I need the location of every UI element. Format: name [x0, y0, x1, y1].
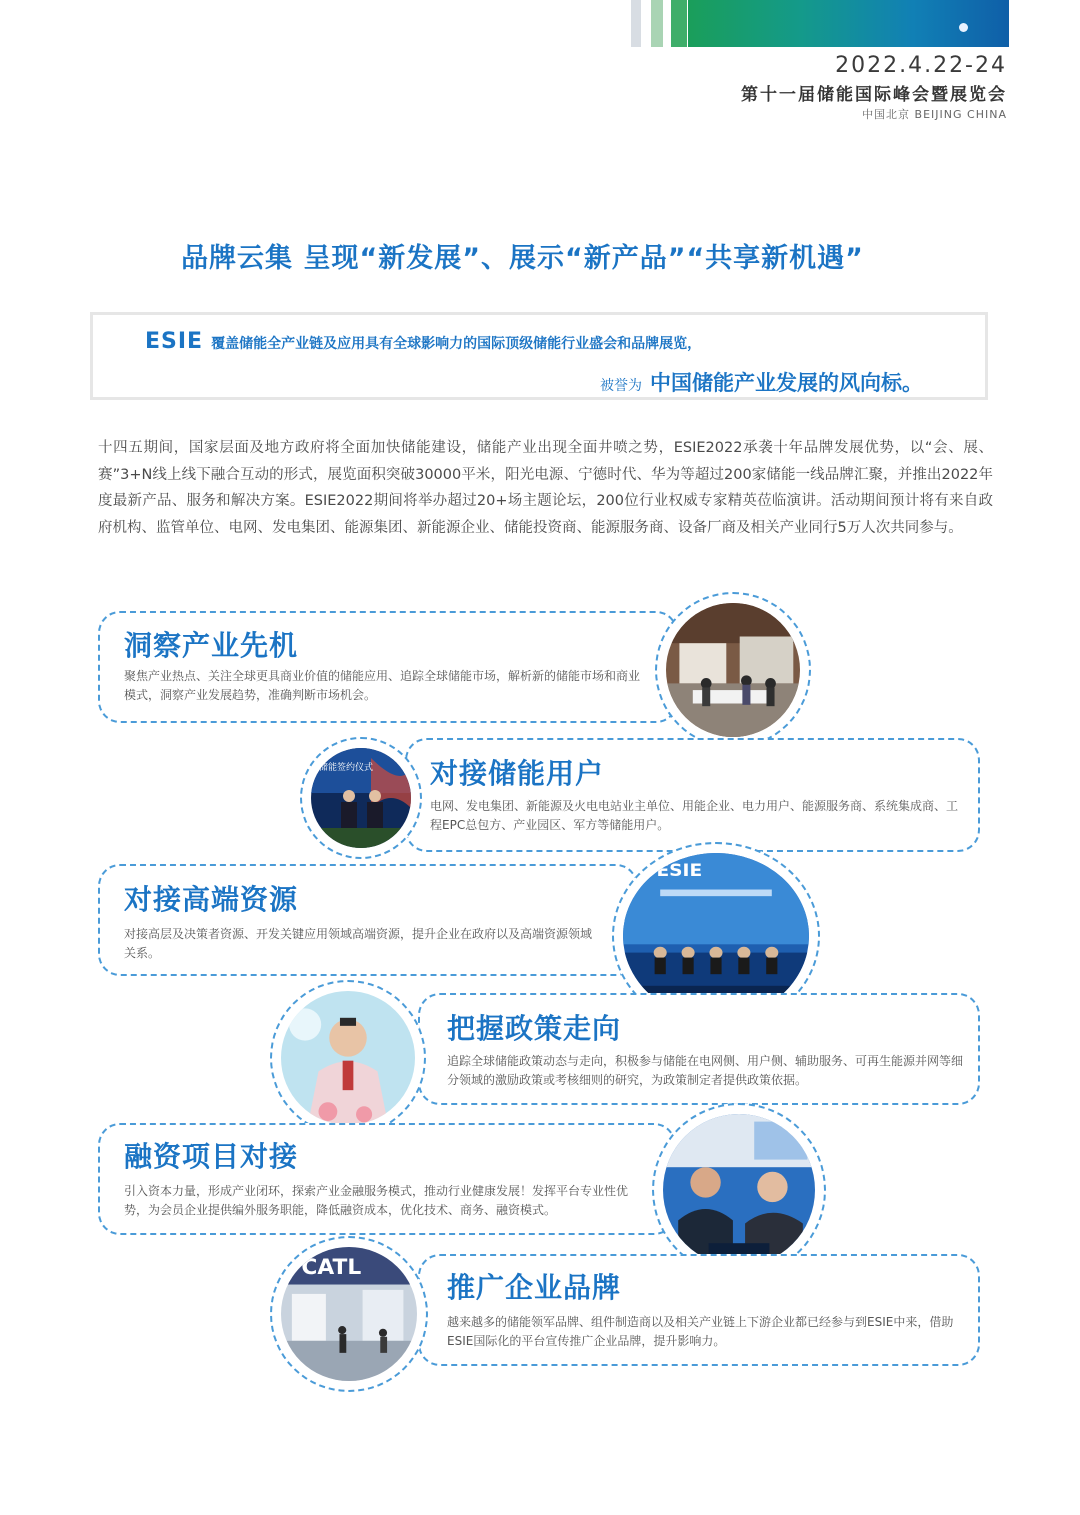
business-meeting-image	[663, 1114, 815, 1266]
event-location: 中国北京 BEIJING CHINA	[862, 108, 1007, 121]
intro-line-2-prefix: 被誉为	[600, 378, 642, 394]
esie-brand-label: ESIE	[145, 329, 204, 354]
feature-photo-policy	[270, 980, 426, 1136]
booth-sign-text: CATL	[301, 1254, 362, 1280]
feature-photo-financing	[652, 1103, 826, 1277]
intro-line-2	[600, 367, 923, 397]
header-dot-icon	[959, 23, 968, 32]
feature-title-resources: 对接高端资源	[124, 883, 299, 916]
header-banner-bars	[631, 0, 1009, 47]
feature-desc-insight: 聚焦产业热点、关注全球更具商业价值的储能应用、追踪全球储能市场，解析新的储能市场和商业模式，洞察产业发展趋势，准确判断市场机会。	[124, 669, 641, 702]
intro-line-1	[145, 329, 701, 354]
intro-line-1-text: 覆盖储能全产业链及应用具有全球影响力的国际顶级储能行业盛会和品牌展览，	[211, 336, 702, 352]
forum-banner-text: ESIE	[656, 862, 703, 881]
event-date: 2022.4.22-24	[835, 53, 1007, 78]
feature-desc-financing: 引入资本力量，形成产业闭环，探索产业金融服务模式，推动行业健康发展！发挥平台专业性优势，为会员企业提供编外服务职能，降低融资成本，优化技术、商务、融资模式。	[124, 1184, 629, 1217]
feature-title-financing: 融资项目对接	[124, 1140, 299, 1173]
intro-box	[90, 312, 988, 400]
header-bar-light-green	[651, 0, 663, 47]
intro-paragraph: 十四五期间，国家层面及地方政府将全面加快储能建设，储能产业出现全面井喷之势，ESIE2022承袭十年品牌发展优势，以“会、展、赛”3+N线上线下融合互动的形式，展览面积突破30000平米，阳光电源、宁德时代、华为等超过200家储能一线品牌汇聚，并推出2022年度最新产品、服务和解决方案。ESIE2022期间将举办超过20+场主题论坛，200位行业权威专家精英莅临演讲。活动期间预计将有来自政府机构、监管单位、电网、发电集团、能源集团、新能源企业、储能投资商、能源服务商、设备厂商及相关产业同行5万人次共同参与。	[98, 440, 993, 536]
intro-line-2-emphasis: 中国储能产业发展的风向标。	[650, 371, 923, 395]
speaker-image	[281, 991, 415, 1125]
header-bar-green	[671, 0, 687, 47]
feature-desc-resources: 对接高层及决策者资源、开发关键应用领域高端资源，提升企业在政府以及高端资源领域关系。	[124, 927, 593, 960]
feature-title-users: 对接储能用户	[430, 757, 605, 790]
feature-desc-policy: 追踪全球储能政策动态与走向，积极参与储能在电网侧、用户侧、辅助服务、可再生能源并网等细分领域的激励政策或考核细则的研究，为政策制定者提供政策依据。	[447, 1054, 964, 1087]
feature-photo-branding	[270, 1236, 428, 1392]
feature-title-insight: 洞察产业先机	[124, 629, 299, 662]
event-title: 第十一届储能国际峰会暨展览会	[741, 85, 1007, 105]
feature-title-branding: 推广企业品牌	[447, 1271, 622, 1304]
feature-photo-insight	[655, 592, 811, 748]
feature-desc-branding: 越来越多的储能领军品牌、组件制造商以及相关产业链上下游企业都已经参与到ESIE中来，借助ESIE国际化的平台宣传推广企业品牌，提升影响力。	[447, 1315, 954, 1348]
header-bar-grey	[631, 0, 641, 47]
signing-ceremony-image	[311, 748, 411, 848]
page-headline: 品牌云集 呈现“新发展”、展示“新产品”“共享新机遇”	[181, 243, 864, 274]
feature-desc-users: 电网、发电集团、新能源及火电电站业主单位、用能企业、电力用户、能源服务商、系统集成商、工程EPC总包方、产业园区、军方等储能用户。	[430, 799, 959, 832]
feature-photo-users	[300, 737, 422, 859]
signing-banner-text: 储能签约仪式	[319, 763, 374, 773]
feature-title-policy: 把握政策走向	[447, 1012, 622, 1045]
exhibition-hall-image	[666, 603, 800, 737]
booth-image	[281, 1247, 417, 1381]
